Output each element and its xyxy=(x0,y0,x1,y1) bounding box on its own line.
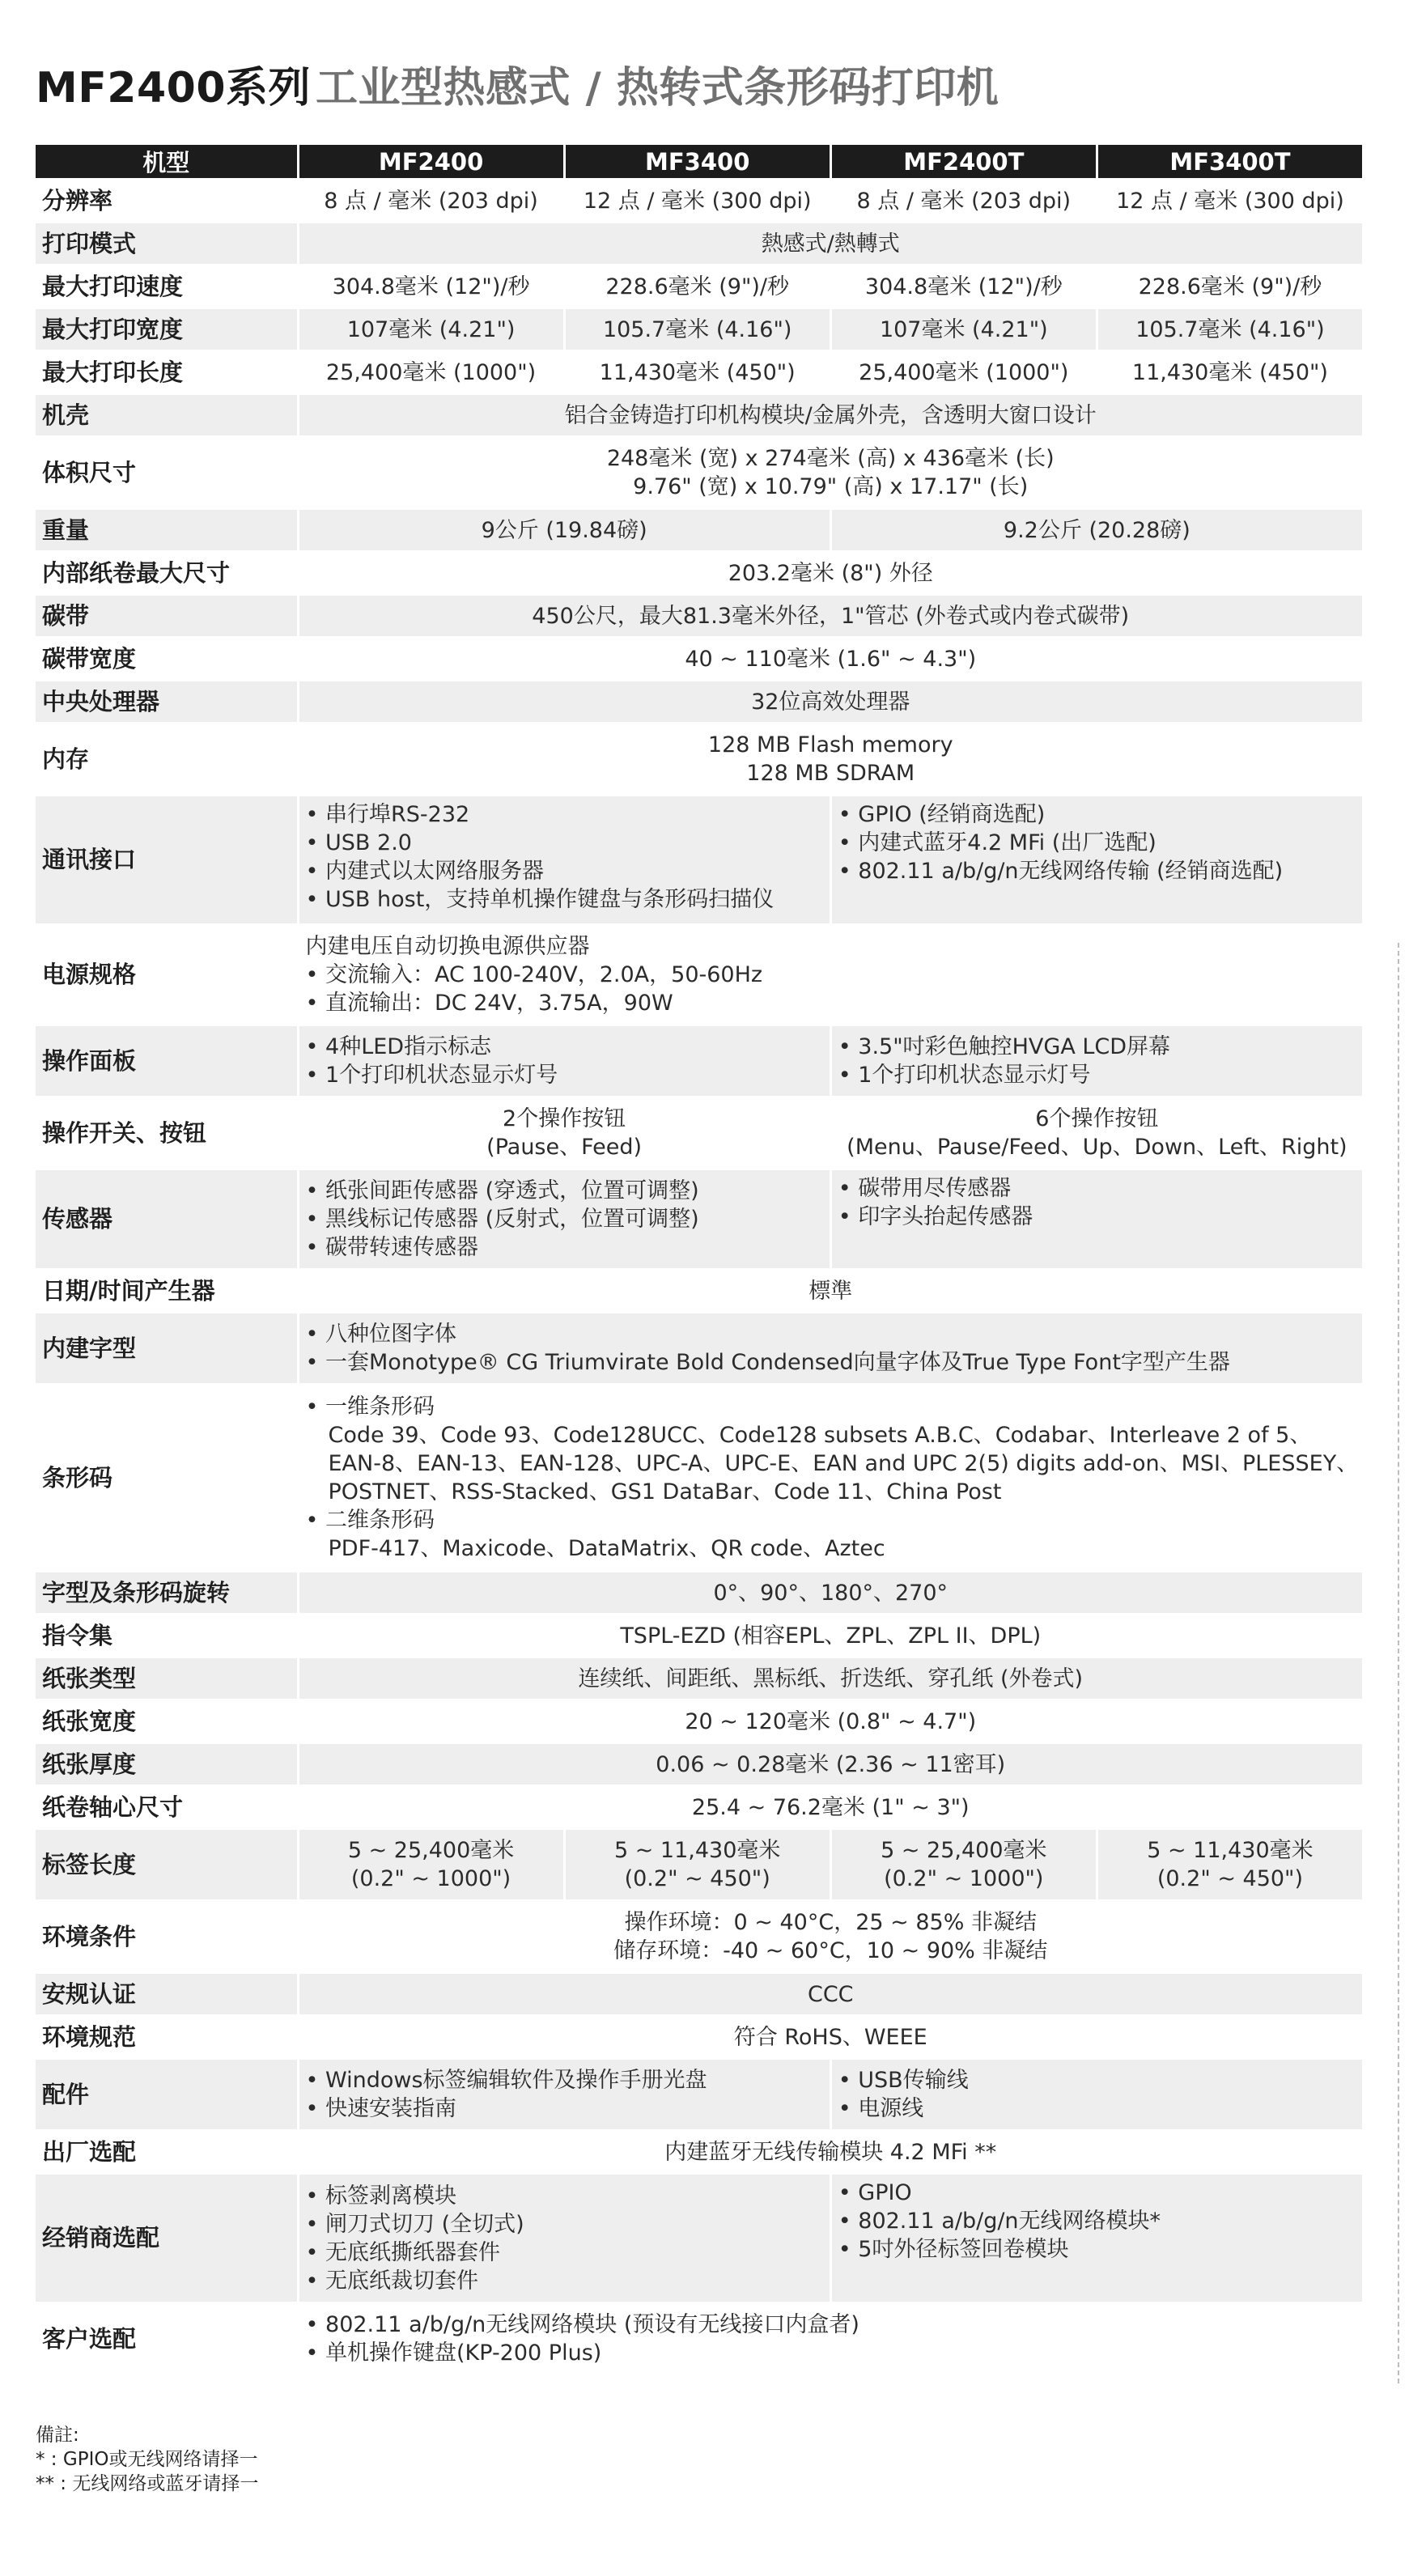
cell-list xyxy=(298,1385,1364,1572)
row-label: 纸张厚度 xyxy=(36,1743,298,1786)
table-row xyxy=(36,509,1364,552)
list-item: • GPIO (经销商选配) xyxy=(838,800,1354,829)
row-label: 标签长度 xyxy=(36,1829,298,1901)
list-item: • USB host，支持单机操作键盘与条形码扫描仪 xyxy=(306,885,821,914)
cell-list xyxy=(298,1025,830,1097)
spec-table xyxy=(36,145,1364,2376)
row-label: 经销商选配 xyxy=(36,2174,298,2303)
list-item: • 无底纸裁切套件 xyxy=(306,2267,821,2295)
cell-value xyxy=(830,1829,1097,1901)
row-label: 传感器 xyxy=(36,1169,298,1270)
cell-list xyxy=(830,2174,1363,2303)
row-label: 环境规范 xyxy=(36,2016,298,2059)
header-mf3400t: MF3400T xyxy=(1097,145,1363,180)
header-model-label: 机型 xyxy=(36,145,298,180)
list-item: • 单机操作键盘(KP-200 Plus) xyxy=(306,2339,1355,2367)
list-item: • GPIO xyxy=(838,2179,1354,2207)
cell-value xyxy=(564,1829,830,1901)
footnotes xyxy=(36,2423,258,2496)
cell-line: (Menu、Pause/Feed、Up、Down、Left、Right) xyxy=(847,1135,1347,1160)
list-item: • 二维条形码 xyxy=(306,1506,1355,1534)
row-label: 内部纸卷最大尺寸 xyxy=(36,552,298,595)
row-label: 安规认证 xyxy=(36,1973,298,2016)
table-row xyxy=(36,223,1364,265)
row-label: 电源规格 xyxy=(36,925,298,1025)
cell-list xyxy=(298,2303,1364,2375)
cell-value: 8 点 / 毫米 (203 dpi) xyxy=(830,180,1097,223)
list-item: • 无底纸撕纸器套件 xyxy=(306,2239,821,2267)
row-label: 日期/时间产生器 xyxy=(36,1270,298,1313)
row-label: 出厂选配 xyxy=(36,2131,298,2174)
row-label: 最大打印速度 xyxy=(36,265,298,308)
list-item: • 直流输出：DC 24V，3.75A，90W xyxy=(306,989,1355,1017)
cell-line: 128 MB SDRAM xyxy=(746,761,915,786)
cell-line: 248毫米 (宽) x 274毫米 (高) x 436毫米 (长) xyxy=(606,446,1055,471)
cell-value xyxy=(298,437,1364,509)
cell-value xyxy=(298,1097,830,1169)
cell-value: 450公尺，最大81.3毫米外径，1"管芯 (外卷式或内卷式碳带) xyxy=(298,595,1364,638)
list-item: • USB传输线 xyxy=(838,2066,1354,2094)
table-row xyxy=(36,724,1364,796)
row-label: 配件 xyxy=(36,2059,298,2131)
table-row xyxy=(36,2059,1364,2131)
table-row xyxy=(36,1901,1364,1973)
table-row xyxy=(36,265,1364,308)
list-item: • Windows标签编辑软件及操作手册光盘 xyxy=(306,2066,821,2094)
table-row xyxy=(36,796,1364,925)
cell-value: 25,400毫米 (1000") xyxy=(298,351,564,394)
cell-line: 操作环境：0 ~ 40°C，25 ~ 85% 非凝结 xyxy=(624,1910,1037,1935)
table-row xyxy=(36,1025,1364,1097)
cell-value: 连续纸、间距纸、黑标纸、折迭纸、穿孔纸 (外卷式) xyxy=(298,1657,1364,1700)
table-row xyxy=(36,180,1364,223)
list-item: • 1个打印机状态显示灯号 xyxy=(838,1061,1354,1089)
list-item: • 八种位图字体 xyxy=(306,1320,1355,1348)
cell-value: 228.6毫米 (9")/秒 xyxy=(564,265,830,308)
cell-list xyxy=(830,1025,1363,1097)
cell-line: 128 MB Flash memory xyxy=(707,732,953,758)
cell-value: 铝合金铸造打印机构模块/金属外壳，含透明大窗口设计 xyxy=(298,394,1364,437)
table-row xyxy=(36,1657,1364,1700)
list-item: • 串行埠RS-232 xyxy=(306,800,821,829)
cell-value: TSPL-EZD (相容EPL、ZPL、ZPL II、DPL) xyxy=(298,1615,1364,1657)
cell-value: 符合 RoHS、WEEE xyxy=(298,2016,1364,2059)
cell-list xyxy=(298,1313,1364,1385)
footnote-item: * : GPIO或无线网络请择一 xyxy=(36,2449,258,2470)
table-row xyxy=(36,925,1364,1025)
list-item: • 碳带转速传感器 xyxy=(306,1233,821,1262)
cell-list xyxy=(298,796,830,925)
cell-line: POSTNET、RSS-Stacked、GS1 DataBar、Code 11、China Post xyxy=(328,1479,1002,1504)
footnote-item: ** : 无线网络或蓝牙请择一 xyxy=(36,2473,259,2494)
cell-value: 25.4 ~ 76.2毫米 (1" ~ 3") xyxy=(298,1786,1364,1829)
table-row xyxy=(36,2303,1364,2375)
cell-value: 107毫米 (4.21") xyxy=(298,308,564,351)
row-label: 纸张类型 xyxy=(36,1657,298,1700)
row-label: 内建字型 xyxy=(36,1313,298,1385)
cell-line: (Pause、Feed) xyxy=(486,1135,643,1160)
row-label: 最大打印长度 xyxy=(36,351,298,394)
cell-line: 5 ~ 11,430毫米 xyxy=(613,1838,781,1863)
row-label: 操作面板 xyxy=(36,1025,298,1097)
table-row xyxy=(36,1385,1364,1572)
table-row xyxy=(36,552,1364,595)
header-mf3400: MF3400 xyxy=(564,145,830,180)
row-label: 通讯接口 xyxy=(36,796,298,925)
cell-line: 2个操作按钮 xyxy=(503,1106,626,1131)
cell-list xyxy=(830,1169,1363,1270)
list-item: • 闸刀式切刀 (全切式) xyxy=(306,2210,821,2239)
cell-value: 40 ~ 110毫米 (1.6" ~ 4.3") xyxy=(298,638,1364,681)
cell-value: 内建蓝牙无线传输模块 4.2 MFi ** xyxy=(298,2131,1364,2174)
list-item: • 5吋外径标签回卷模块 xyxy=(838,2235,1354,2264)
cell-value: 228.6毫米 (9")/秒 xyxy=(1097,265,1363,308)
table-row xyxy=(36,1786,1364,1829)
header-mf2400: MF2400 xyxy=(298,145,564,180)
row-label: 分辨率 xyxy=(36,180,298,223)
list-item: • 3.5"吋彩色触控HVGA LCD屏幕 xyxy=(838,1033,1354,1061)
cell-value: 11,430毫米 (450") xyxy=(564,351,830,394)
cell-value: 0°、90°、180°、270° xyxy=(298,1572,1364,1615)
cell-value: CCC xyxy=(298,1973,1364,2016)
table-row xyxy=(36,2016,1364,2059)
cell-value: 11,430毫米 (450") xyxy=(1097,351,1363,394)
cell-value: 12 点 / 毫米 (300 dpi) xyxy=(564,180,830,223)
cell-line: 6个操作按钮 xyxy=(1035,1106,1159,1131)
table-row xyxy=(36,394,1364,437)
row-label: 纸卷轴心尺寸 xyxy=(36,1786,298,1829)
row-label: 中央处理器 xyxy=(36,681,298,724)
list-item: • 一维条形码 xyxy=(306,1393,1355,1421)
cell-value: 標準 xyxy=(298,1270,1364,1313)
cell-value xyxy=(298,1901,1364,1973)
table-row xyxy=(36,1313,1364,1385)
cell-value: 107毫米 (4.21") xyxy=(830,308,1097,351)
row-label: 碳带宽度 xyxy=(36,638,298,681)
cell-list xyxy=(298,925,1364,1025)
list-item: • 印字头抬起传感器 xyxy=(838,1203,1354,1231)
cell-line: 5 ~ 11,430毫米 xyxy=(1147,1838,1314,1863)
table-row xyxy=(36,1097,1364,1169)
cell-value: 203.2毫米 (8") 外径 xyxy=(298,552,1364,595)
table-row xyxy=(36,1700,1364,1743)
list-item: • 纸张间距传感器 (穿透式，位置可调整) xyxy=(306,1177,821,1205)
row-label: 操作开关、按钮 xyxy=(36,1097,298,1169)
table-row xyxy=(36,1572,1364,1615)
cell-value xyxy=(298,1829,564,1901)
cell-list xyxy=(298,2059,830,2131)
row-label: 条形码 xyxy=(36,1385,298,1572)
cell-value: 0.06 ~ 0.28毫米 (2.36 ~ 11密耳) xyxy=(298,1743,1364,1786)
cell-value: 12 点 / 毫米 (300 dpi) xyxy=(1097,180,1363,223)
list-item: • 1个打印机状态显示灯号 xyxy=(306,1061,821,1089)
page-title xyxy=(36,53,999,114)
row-label: 内存 xyxy=(36,724,298,796)
cell-line: 5 ~ 25,400毫米 xyxy=(347,1838,515,1863)
list-item: • USB 2.0 xyxy=(306,829,821,857)
row-label: 机壳 xyxy=(36,394,298,437)
table-row xyxy=(36,1169,1364,1270)
cell-line: 内建电压自动切换电源供应器 xyxy=(305,934,590,959)
cell-value: 熱感式/熱轉式 xyxy=(298,223,1364,265)
cell-value: 9公斤 (19.84磅) xyxy=(298,509,830,552)
cell-list xyxy=(298,1169,830,1270)
row-label: 最大打印宽度 xyxy=(36,308,298,351)
table-row xyxy=(36,308,1364,351)
cell-line: 9.76" (宽) x 10.79" (高) x 17.17" (长) xyxy=(633,474,1029,499)
cell-list xyxy=(830,796,1363,925)
list-item: • 黑线标记传感器 (反射式，位置可调整) xyxy=(306,1205,821,1233)
fold-guide-line xyxy=(1398,943,1399,2383)
table-row xyxy=(36,681,1364,724)
row-label: 字型及条形码旋转 xyxy=(36,1572,298,1615)
cell-value: 304.8毫米 (12")/秒 xyxy=(298,265,564,308)
row-label: 打印模式 xyxy=(36,223,298,265)
cell-line: (0.2" ~ 1000") xyxy=(350,1866,511,1891)
row-label: 纸张宽度 xyxy=(36,1700,298,1743)
row-label: 体积尺寸 xyxy=(36,437,298,509)
table-row xyxy=(36,437,1364,509)
list-item: • 802.11 a/b/g/n无线网络模块 (预设有无线接口内盒者) xyxy=(306,2311,1355,2339)
row-label: 重量 xyxy=(36,509,298,552)
cell-line: PDF-417、Maxicode、DataMatrix、QR code、Aztec xyxy=(328,1536,885,1561)
list-item: • 4种LED指示标志 xyxy=(306,1033,821,1061)
table-row xyxy=(36,1615,1364,1657)
cell-value: 20 ~ 120毫米 (0.8" ~ 4.7") xyxy=(298,1700,1364,1743)
cell-value: 32位高效处理器 xyxy=(298,681,1364,724)
table-row xyxy=(36,2174,1364,2303)
row-label: 指令集 xyxy=(36,1615,298,1657)
table-row xyxy=(36,595,1364,638)
cell-value xyxy=(298,724,1364,796)
footnote-heading: 備註: xyxy=(36,2425,79,2446)
cell-line: 储存环境：-40 ~ 60°C，10 ~ 90% 非凝结 xyxy=(613,1938,1048,1963)
list-item: • 802.11 a/b/g/n无线网络传输 (经销商选配) xyxy=(838,857,1354,885)
cell-line: (0.2" ~ 450") xyxy=(1156,1866,1304,1891)
title-model: MF2400系列 xyxy=(36,64,311,112)
cell-line: 5 ~ 25,400毫米 xyxy=(881,1838,1047,1863)
cell-value: 25,400毫米 (1000") xyxy=(830,351,1097,394)
cell-line: (0.2" ~ 1000") xyxy=(884,1866,1044,1891)
row-label: 客户选配 xyxy=(36,2303,298,2375)
list-item: • 内建式以太网络服务器 xyxy=(306,857,821,885)
row-label: 碳带 xyxy=(36,595,298,638)
cell-value: 304.8毫米 (12")/秒 xyxy=(830,265,1097,308)
table-row xyxy=(36,638,1364,681)
list-item: • 交流输入：AC 100-240V，2.0A，50-60Hz xyxy=(306,961,1355,989)
table-header-row xyxy=(36,145,1364,180)
title-description: 工业型热感式 / 热转式条形码打印机 xyxy=(316,64,999,112)
list-item: • 802.11 a/b/g/n无线网络模块* xyxy=(838,2207,1354,2235)
list-item: • 内建式蓝牙4.2 MFi (出厂选配) xyxy=(838,829,1354,857)
header-mf2400t: MF2400T xyxy=(830,145,1097,180)
table-row xyxy=(36,1743,1364,1786)
cell-value xyxy=(830,1097,1363,1169)
list-item: • 快速安装指南 xyxy=(306,2094,821,2123)
cell-line: Code 39、Code 93、Code128UCC、Code128 subsets A.B.C、Codabar、Interleave 2 of 5、 xyxy=(328,1423,1312,1448)
table-row xyxy=(36,1829,1364,1901)
cell-list xyxy=(830,2059,1363,2131)
cell-value: 8 点 / 毫米 (203 dpi) xyxy=(298,180,564,223)
cell-line: (0.2" ~ 450") xyxy=(624,1866,770,1891)
cell-value xyxy=(1097,1829,1363,1901)
cell-value: 105.7毫米 (4.16") xyxy=(1097,308,1363,351)
table-row xyxy=(36,351,1364,394)
table-row xyxy=(36,1973,1364,2016)
row-label: 环境条件 xyxy=(36,1901,298,1973)
list-item: • 碳带用尽传感器 xyxy=(838,1174,1354,1203)
list-item: • 一套Monotype® CG Triumvirate Bold Condensed向量字体及True Type Font字型产生器 xyxy=(306,1348,1355,1377)
list-item: • 标签剥离模块 xyxy=(306,2182,821,2210)
cell-list xyxy=(298,2174,830,2303)
cell-line: EAN-8、EAN-13、EAN-128、UPC-A、UPC-E、EAN and UPC 2(5) digits add-on、MSI、PLESSEY、 xyxy=(328,1451,1359,1476)
table-row xyxy=(36,1270,1364,1313)
table-row xyxy=(36,2131,1364,2174)
cell-value: 105.7毫米 (4.16") xyxy=(564,308,830,351)
cell-value: 9.2公斤 (20.28磅) xyxy=(830,509,1363,552)
list-item: • 电源线 xyxy=(838,2094,1354,2123)
